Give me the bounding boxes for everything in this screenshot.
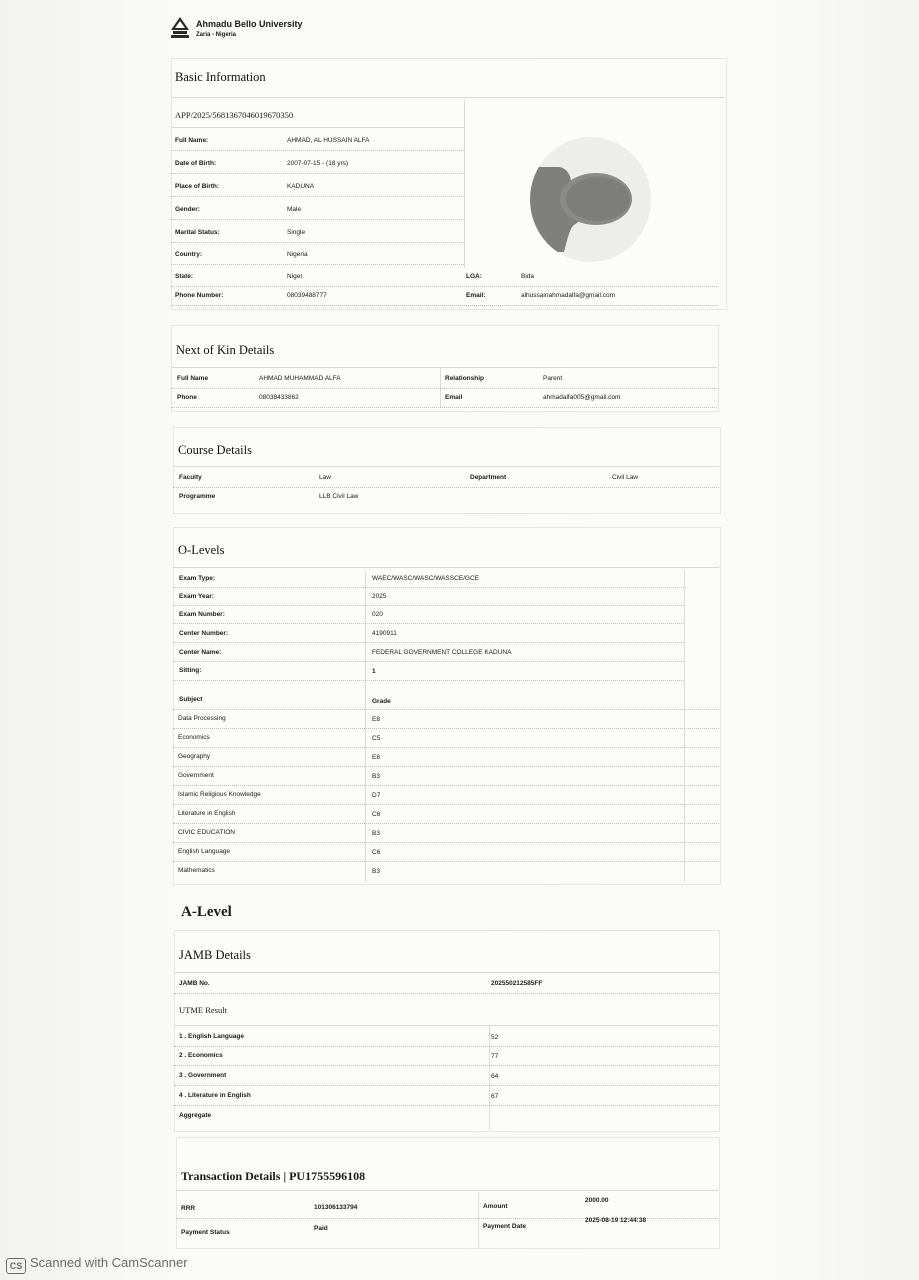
alevel-title: A-Level — [181, 904, 232, 920]
olevel-field-row: Exam Number: 020 — [173, 607, 684, 624]
basic-row: Date of Birth: 2007-07-15 - (18 yrs) — [171, 156, 464, 174]
transaction-title: Transaction Details | PU1755596108 — [181, 1169, 366, 1183]
utme-result-title: UTME Result — [179, 1005, 227, 1015]
course-details-title: Course Details — [178, 443, 252, 457]
kin-row: Full Name AHMAD MUHAMMAD ALFA Relationship Parent — [171, 370, 717, 389]
kin-row: Phone 08038433862 Email ahmadalfa005@gmail.com — [171, 389, 717, 408]
photo-placeholder-icon — [530, 137, 651, 262]
olevel-field-row: Sitting: 1 — [173, 663, 684, 681]
email-label: Email: — [466, 292, 486, 299]
subject-header-row: Subject Grade — [173, 690, 719, 710]
olevels-title: O-Levels — [178, 543, 225, 557]
lga-label: LGA: — [466, 273, 482, 280]
olevel-field-row: Center Number: 4190911 — [173, 626, 684, 643]
subject-row: Geography E8 — [173, 748, 719, 767]
subject-row: Economics C5 — [173, 729, 719, 748]
university-logo-icon — [170, 16, 190, 40]
olevel-field-row: Exam Type: WAEC/WASC/WASC/WASSCE/GCE — [173, 571, 684, 588]
basic-row: Phone Number: 08039488777 Email: alhussainahmadalfa@gmail.com — [171, 288, 717, 306]
olevel-field-row: Exam Year: 2025 — [173, 589, 684, 606]
lga-value: Bida — [521, 273, 535, 280]
transaction-row: Payment Status Paid Payment Date 2025-08-19 12:44:38 — [181, 1217, 647, 1236]
basic-row: Full Name: AHMAD, AL HUSSAIN ALFA — [171, 133, 464, 151]
jamb-no-row: JAMB No. 202550212585FF — [174, 975, 718, 994]
camscanner-logo-icon: CS — [6, 1258, 26, 1274]
email-value: alhussainahmadalfa@gmail.com — [521, 292, 616, 299]
basic-info-title: Basic Information — [175, 70, 266, 84]
basic-row: Gender: Male — [171, 202, 464, 220]
university-name: Ahmadu Bello University — [196, 19, 303, 29]
basic-row: Place of Birth: KADUNA — [171, 179, 464, 197]
university-location: Zaria - Nigeria — [196, 32, 237, 38]
subject-row: Literature in English C6 — [173, 805, 719, 824]
jamb-title: JAMB Details — [179, 948, 251, 962]
utme-row: 3 . Government 64 — [174, 1067, 718, 1086]
utme-row: 4 . Literature in English 67 — [174, 1087, 718, 1106]
subject-row: English Language C6 — [173, 843, 719, 862]
subject-row: CIVIC EDUCATION B3 — [173, 824, 719, 843]
utme-row: 2 . Economics 77 — [174, 1047, 718, 1066]
subject-row: Data Processing E8 — [173, 710, 719, 729]
aggregate-row: Aggregate — [179, 1112, 212, 1119]
watermark-text: Scanned with CamScanner — [30, 1255, 188, 1270]
course-row: Programme LLB Civil Law — [179, 493, 359, 500]
olevel-field-row: Center Name: FEDERAL GOVERNMENT COLLEGE KADUNA — [173, 645, 684, 662]
basic-row: Country: Nigeria — [171, 247, 464, 265]
subject-row: Islamic Religious Knowledge D7 — [173, 786, 719, 805]
subject-row: Mathematics B3 — [178, 867, 380, 875]
camscanner-watermark — [6, 1255, 188, 1274]
basic-row: State: Niger LGA: Bida — [171, 269, 717, 287]
applicant-photo — [530, 137, 651, 262]
basic-row: Marital Status: Single — [171, 225, 464, 243]
next-of-kin-title: Next of Kin Details — [176, 343, 275, 357]
utme-row: 1 . English Language 52 — [174, 1028, 718, 1047]
course-row: Faculty Law Department Civil Law — [173, 469, 719, 488]
application-number: APP/2025/5681367046019670350 — [175, 110, 294, 120]
transaction-row: RRR 101306133794 Amount 2000.00 — [176, 1196, 718, 1219]
subject-row: Government B3 — [173, 767, 719, 786]
